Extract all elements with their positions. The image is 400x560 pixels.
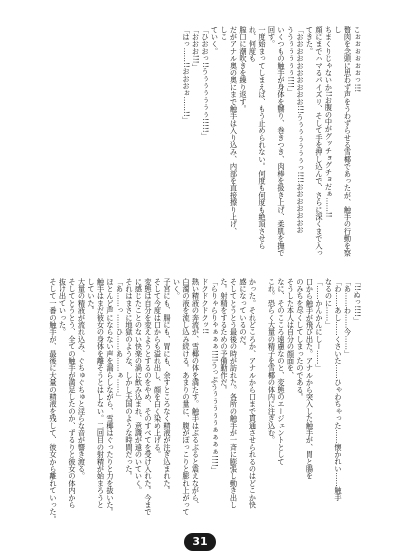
page-number: 31 — [184, 533, 216, 551]
text-line: ていく。 — [210, 26, 220, 55]
text-line: 「らりゃらりゃぁぁぁ!!!!うっぷうぅぅぅぅぅぁぁぁぁ!!!!」 — [210, 278, 220, 474]
text-line: これ。恐らく大量の精子を雪椰の体内に注ぎ込む。 — [267, 278, 277, 444]
text-line: た。射精をするための予備動作だ。 — [220, 278, 229, 394]
text-line: そうした本人は自分の顔面を、 — [286, 278, 296, 379]
text-line: しこ — [220, 26, 229, 41]
text-line: 「あ……っ……ひ……あ……ぁ……」 — [115, 278, 125, 401]
text-line: いくつもの触手が身体を嬲り、巻きつき、肉棒を扱き上げ、柔肌を撫で回す。 — [267, 26, 286, 257]
text-line: 「……かんかんにしー……」 — [315, 278, 324, 372]
text-line: 触手はまだ彼女の身体を離そうとはしない。二回目の射精が始まろうと — [96, 278, 106, 509]
text-line: いく。 — [172, 278, 182, 300]
text-line: そしてとうとう、全ての触手が満足したのか、ずるりと彼女の体内から — [68, 278, 77, 509]
text-line: 変態は自分を変えようとするのをやめ、そのすべてを受け入れた。今まで — [144, 278, 153, 516]
text-line: 「わ……あし……くさいた……ひゃわちゃった……懐かれい……触手 — [334, 278, 343, 502]
text-line: のみちを尽くしてしまったのである。 — [296, 278, 305, 401]
text-line: 「はっ……!!おおおぉ……!!」 — [182, 26, 191, 124]
text-line — [258, 278, 268, 524]
text-line: 贅肉を念頭に思わず声をうわずらせる雪椰であったが、触手の行動を察し — [334, 26, 353, 257]
text-line: 「あ……わ……今……」 — [343, 278, 353, 358]
upper-text-block — [42, 26, 362, 260]
text-line: そしてとうとう最後の時が訪れた。各所の触手が一斉に膨張し動き出し — [229, 278, 239, 509]
text-line: そして今度は口からも溢れ出し、顔を白く染め上げる。 — [153, 278, 163, 458]
text-line: 熱い精液の奔流が、雪椰の体を満たす。触手はぶるぶると震えながら、 — [191, 278, 201, 509]
text-line: そして一番の触手が、最後に大量の精液を残して、彼女から離れていった。 — [49, 278, 58, 523]
text-line: ドクドクドクッ!! — [201, 278, 210, 335]
text-line: 白濁の液を流し込み続ける。あまりの量に、腹がぽっこりと膨れ上がって — [182, 278, 191, 516]
text-line: 膣口に潮吹きを繰り返す。 — [239, 26, 248, 113]
text-line: ちまくりじゃないか!!お腹の中がグッチョグチョだぁ……!! — [324, 26, 334, 218]
text-line: 子宮にも、腸にも、胃にも、余すところなく精液が注ぎ込まれた。 — [163, 278, 172, 494]
text-line: していた。 — [87, 278, 96, 314]
lower-text-block — [42, 278, 362, 524]
text-line: ほとんど声にならない声を漏らしながら、雪椰はぐったりと力を抜いた。 — [106, 278, 115, 516]
text-line: 「おおお!!!」 — [191, 26, 201, 71]
text-line: に感じたことのない快楽の渦に飲み込まれ、意識が遠のいていく。 — [134, 278, 144, 494]
text-line: 顔にまでハマるパイズリ、そして手を押し込んで、さらに深くまで入ってきた。 — [305, 26, 324, 257]
text-line: かった。それどころか、アナルから口まで貫通させられるのはどこか快 — [248, 278, 258, 509]
text-line: それはまさに地獄のような、しかし天国のような時間だった。 — [125, 278, 134, 480]
text-line: 抜け出ていった。 — [58, 278, 68, 336]
text-line: なに、そのこころ遠慮なのと、変態のエージェントとして — [277, 278, 286, 466]
text-line: 「ひおおっ!!うぅぅぅぅぅぅ!!!!!」 — [201, 26, 210, 140]
text-line: ううぅぅぅぅぅ!!!!」 — [286, 26, 296, 96]
text-line: 口から触手が飛び出た。アナルから突入した触手が、胃と腸を — [305, 278, 315, 480]
text-line: 大量の精液が流れ込み、ぐちゅぐちゅと淫らな音が響き渡る。 — [77, 278, 87, 480]
text-line: 「おおおおおおおおおお!!!うぅぅぅぅぅぅっ!!!!おおおおおおお — [296, 26, 305, 234]
text-line: 感になっているのだ。 — [239, 278, 248, 350]
text-line: なるのに……」 — [324, 278, 334, 329]
text-line: だがアナル奥の奥にまで触手は入り込み、内部を直接擦り上げ、 — [229, 26, 239, 235]
text-line: こぉぉぉぉぉぉっ!!! — [353, 26, 362, 93]
text-line: 一度始まってしまえば、もう止められない。何度も何度も絶頂させられ、何度も — [248, 26, 267, 250]
text-line: 「!!ぬっ!!!!」 — [353, 278, 362, 325]
